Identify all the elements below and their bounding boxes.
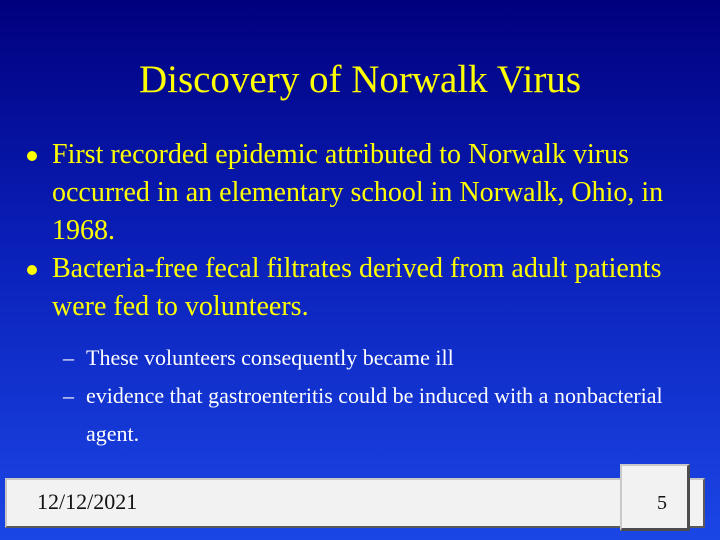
bullet-item bbox=[23, 136, 713, 250]
slide-title: Discovery of Norwalk Virus bbox=[138, 58, 582, 101]
sub-bullet-list bbox=[63, 339, 683, 453]
sub-bullet-item bbox=[63, 377, 683, 453]
date-box bbox=[5, 478, 705, 528]
bullet-item bbox=[23, 250, 713, 326]
bullet-icon bbox=[27, 151, 37, 161]
bullet-text: Bacteria-free fecal filtrates derived from adult patients were fed to volunteers. bbox=[52, 253, 662, 322]
sub-bullet-text: These volunteers consequently became ill bbox=[86, 345, 454, 370]
page-number-box bbox=[620, 464, 690, 531]
dash-icon: – bbox=[63, 345, 74, 370]
sub-bullet-text: evidence that gastroenteritis could be induced with a nonbacterial agent. bbox=[86, 383, 663, 446]
page-number: 5 bbox=[657, 492, 667, 514]
bullet-text: First recorded epidemic attributed to Norwalk virus occurred in an elementary school in Norwalk, Ohio, in 1968. bbox=[52, 139, 664, 246]
footer-date: 12/12/2021 bbox=[37, 489, 138, 514]
sub-bullet-item bbox=[63, 339, 683, 377]
bullet-list bbox=[23, 136, 713, 326]
dash-icon: – bbox=[63, 383, 74, 408]
bullet-icon bbox=[27, 265, 37, 275]
